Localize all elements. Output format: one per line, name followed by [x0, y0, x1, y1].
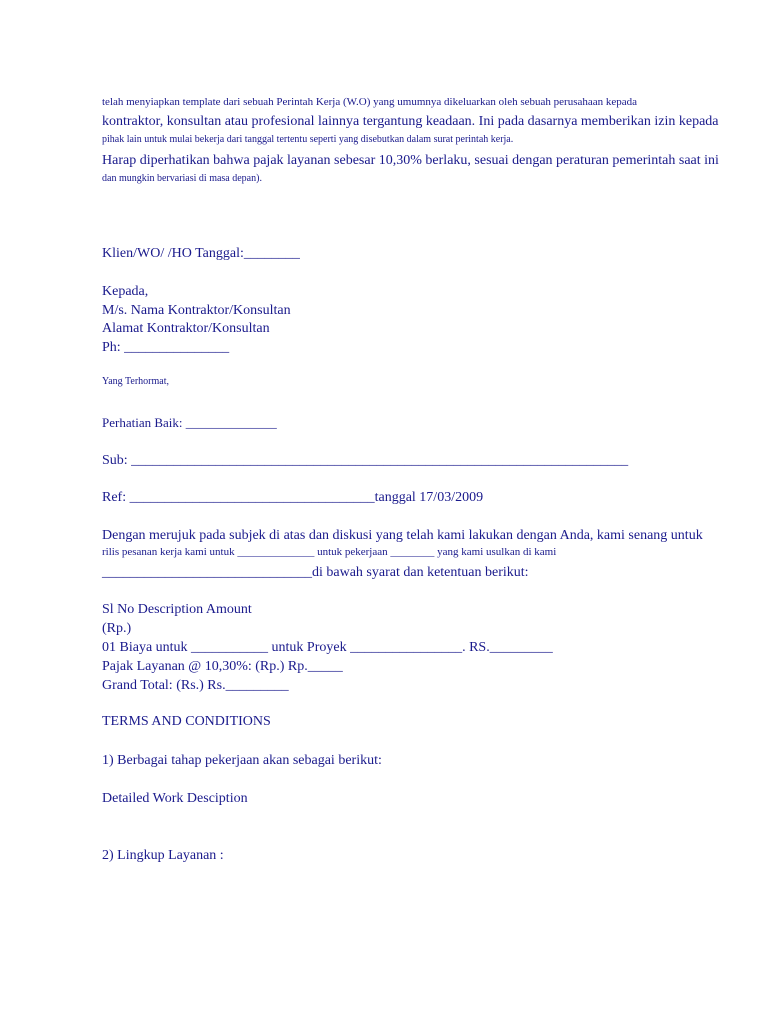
reference-line: Ref: ___________________________________tanggal 17/03/2009 [102, 490, 484, 505]
recipient-name: M/s. Nama Kontraktor/Konsultan [102, 303, 291, 318]
intro-line-3: pihak lain untuk mulai bekerja dari tanggal tertentu seperti yang disebutkan dalam surat perintah kerja. [102, 134, 514, 145]
recipient-phone: Ph: _______________ [102, 340, 230, 355]
table-grand-total: Grand Total: (Rs.) Rs._________ [102, 678, 289, 693]
table-row-1: 01 Biaya untuk ___________ untuk Proyek ________________. RS._________ [102, 640, 553, 655]
detailed-work-description: Detailed Work Desciption [102, 791, 248, 806]
body-line-1: Dengan merujuk pada subjek di atas dan diskusi yang telah kami lakukan dengan Anda, kami senang untuk [102, 528, 703, 543]
table-unit: (Rp.) [102, 621, 132, 636]
table-tax-row: Pajak Layanan @ 10,30%: (Rp.) Rp._____ [102, 659, 343, 674]
body-line-3: ______________________________di bawah syarat dan ketentuan berikut: [102, 565, 529, 580]
terms-item-2: 2) Lingkup Layanan : [102, 848, 224, 863]
terms-item-1: 1) Berbagai tahap pekerjaan akan sebagai berikut: [102, 753, 382, 768]
table-header: Sl No Description Amount [102, 602, 252, 617]
client-wo-date-line: Klien/WO/ /HO Tanggal:________ [102, 246, 300, 261]
terms-heading: TERMS AND CONDITIONS [102, 714, 271, 729]
recipient-kepada: Kepada, [102, 284, 149, 299]
attention-line: Perhatian Baik: ______________ [102, 415, 277, 430]
intro-line-5: dan mungkin bervariasi di masa depan). [102, 173, 262, 184]
subject-line: Sub: _______________________________________________________________________ [102, 453, 629, 468]
intro-line-4: Harap diperhatikan bahwa pajak layanan sebesar 10,30% berlaku, sesuai dengan peraturan pemerintah saat ini [102, 153, 719, 168]
intro-line-2: kontraktor, konsultan atau profesional lainnya tergantung keadaan. Ini pada dasarnya memberikan izin kepada [102, 114, 719, 129]
intro-line-1: telah menyiapkan template dari sebuah Perintah Kerja (W.O) yang umumnya dikeluarkan oleh sebuah perusahaan kepada [102, 96, 638, 108]
recipient-address: Alamat Kontraktor/Konsultan [102, 321, 270, 336]
body-line-2: rilis pesanan kerja kami untuk ______________ untuk pekerjaan ________ yang kami usulkan di kami [102, 546, 557, 558]
salutation: Yang Terhormat, [102, 376, 169, 387]
